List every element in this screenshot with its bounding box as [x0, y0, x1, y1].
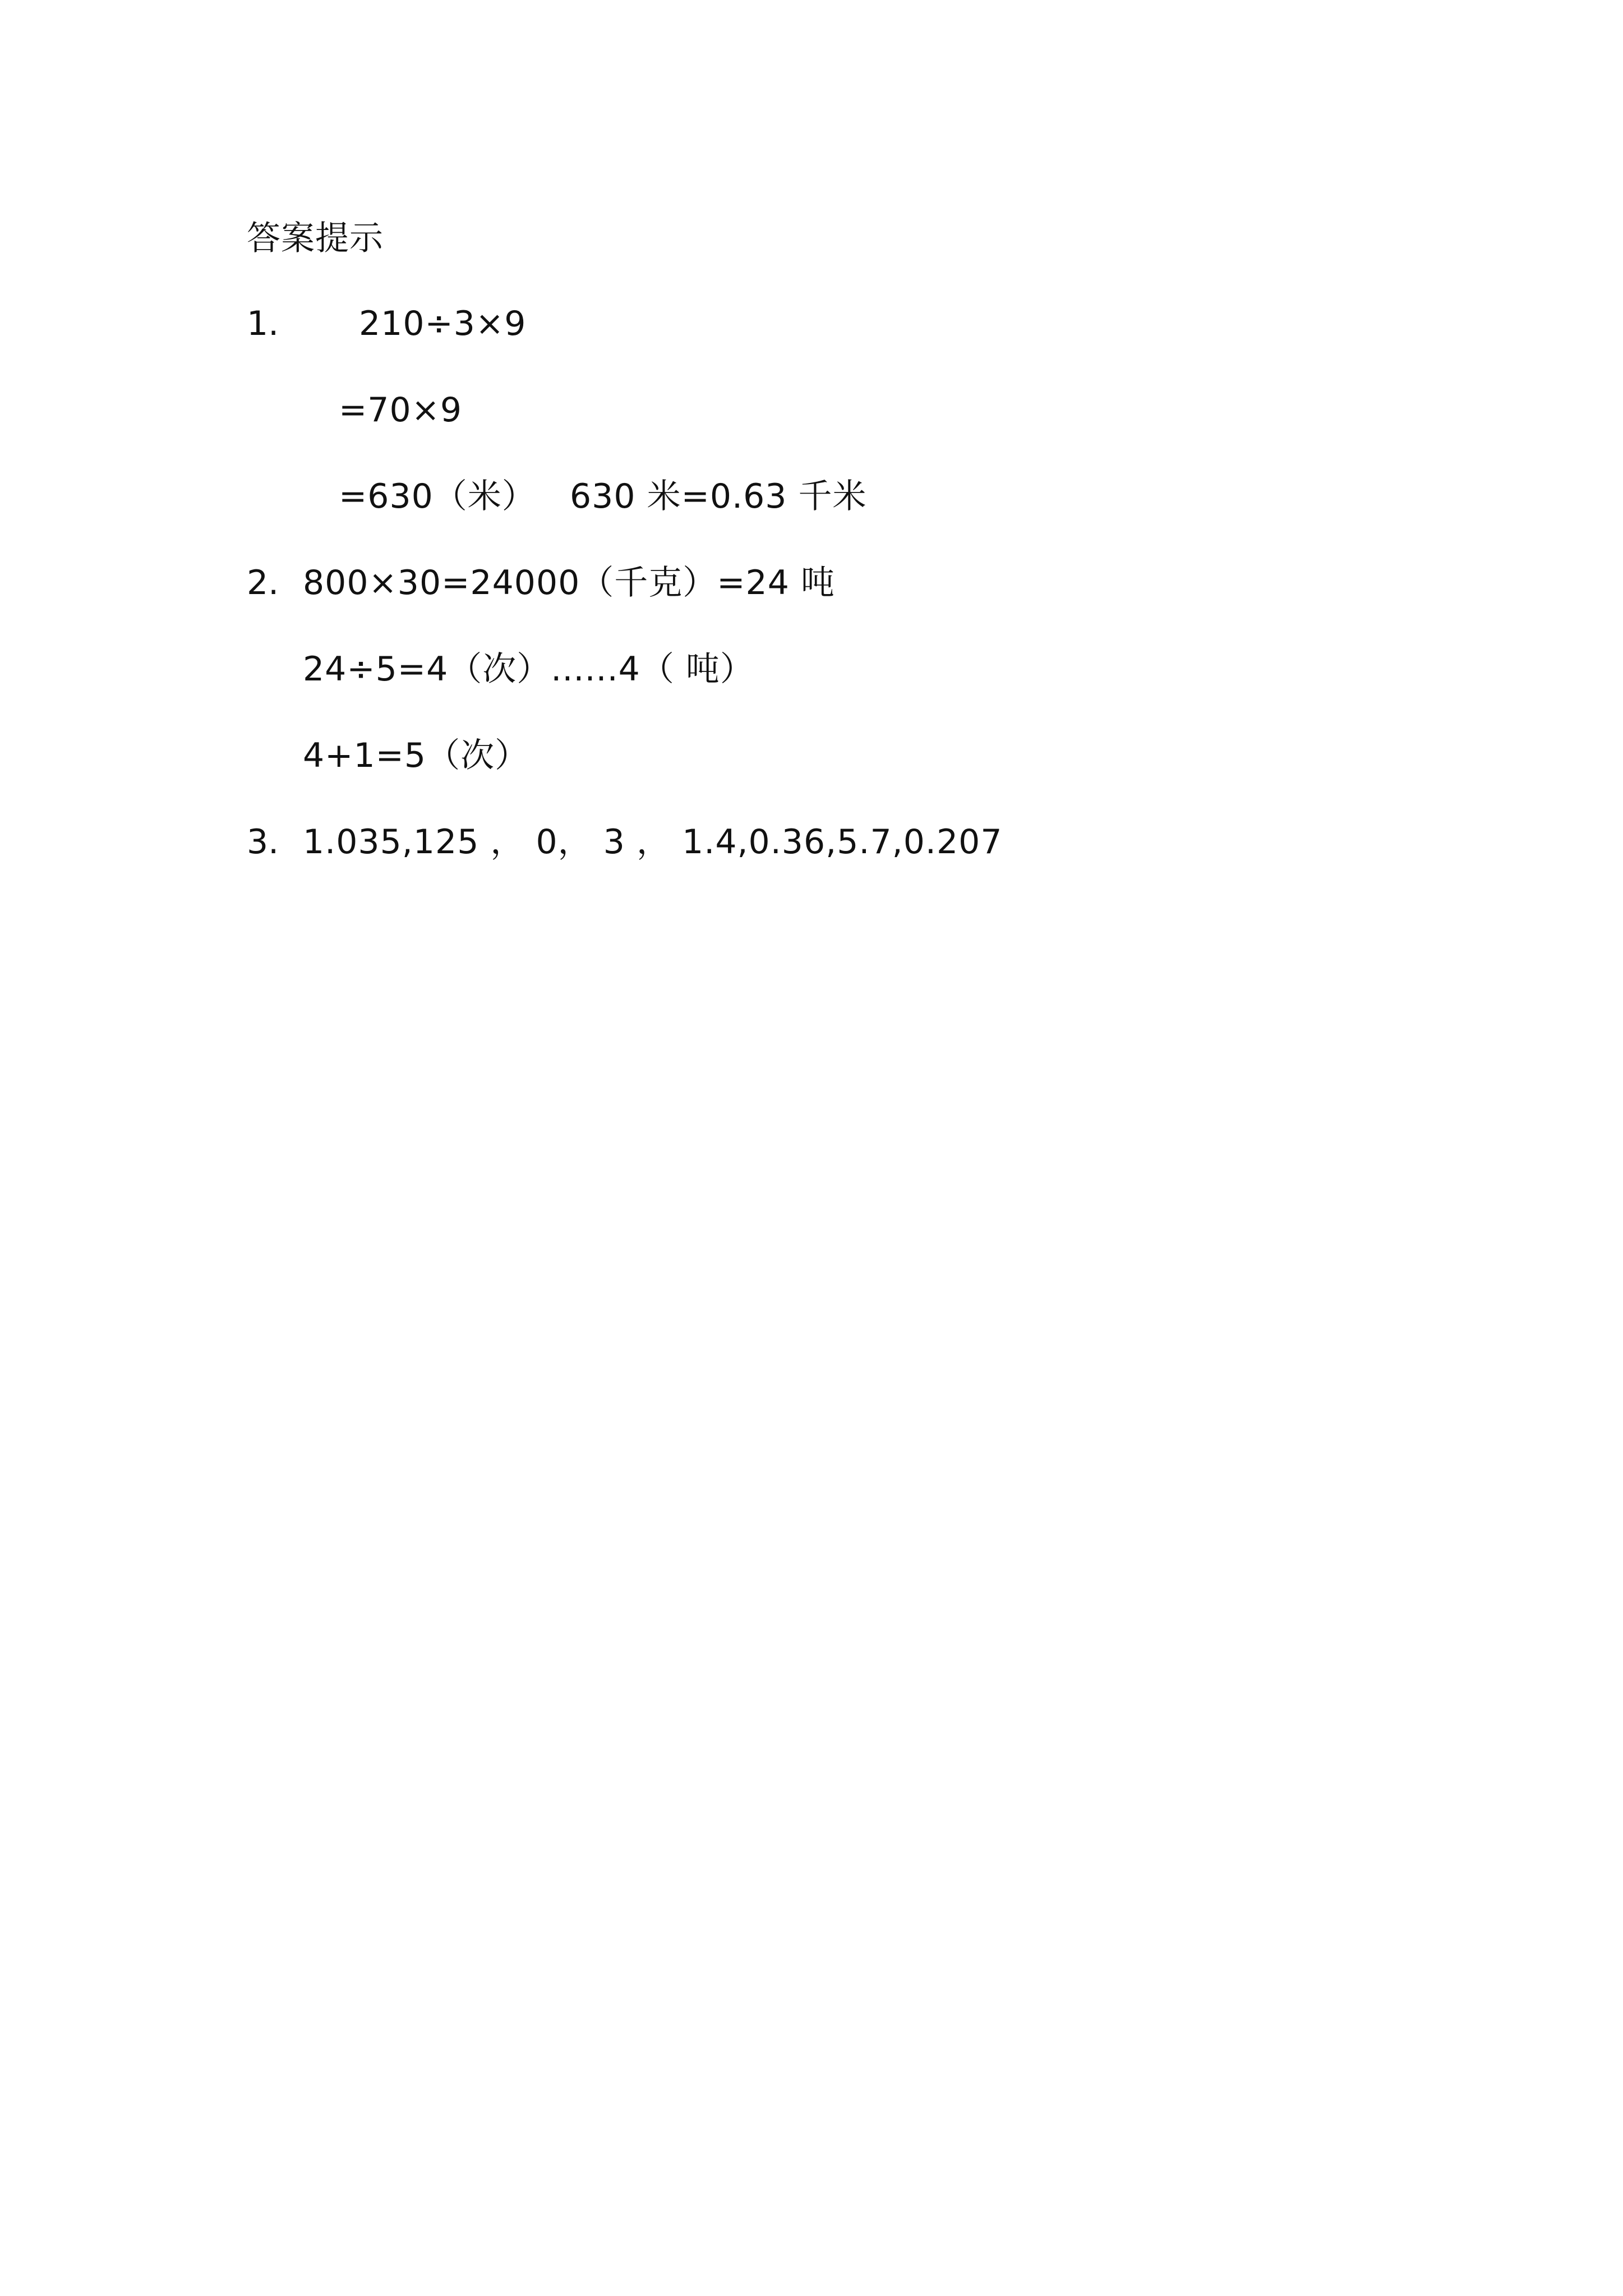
item-3-line-1: 1.035,125 ， 0， 3 ， 1.4,0.36,5.7,0.207 — [303, 822, 1003, 862]
item-2-number: 2. — [247, 563, 279, 602]
item-1-line-1: 210÷3×9 — [359, 304, 527, 343]
item-1-number: 1. — [247, 304, 279, 343]
item-2-line-1: 800×30=24000（千克）=24 吨 — [303, 563, 835, 602]
item-3-number: 3. — [247, 822, 279, 862]
page-title: 答案提示 — [247, 219, 384, 258]
item-2-line-3: 4+1=5（次） — [303, 736, 529, 775]
item-1-line-3: =630（米） 630 米=0.63 千米 — [339, 477, 867, 516]
item-2-line-2: 24÷5=4（次）......4（ 吨） — [303, 650, 754, 689]
item-1-line-2: =70×9 — [339, 390, 463, 430]
